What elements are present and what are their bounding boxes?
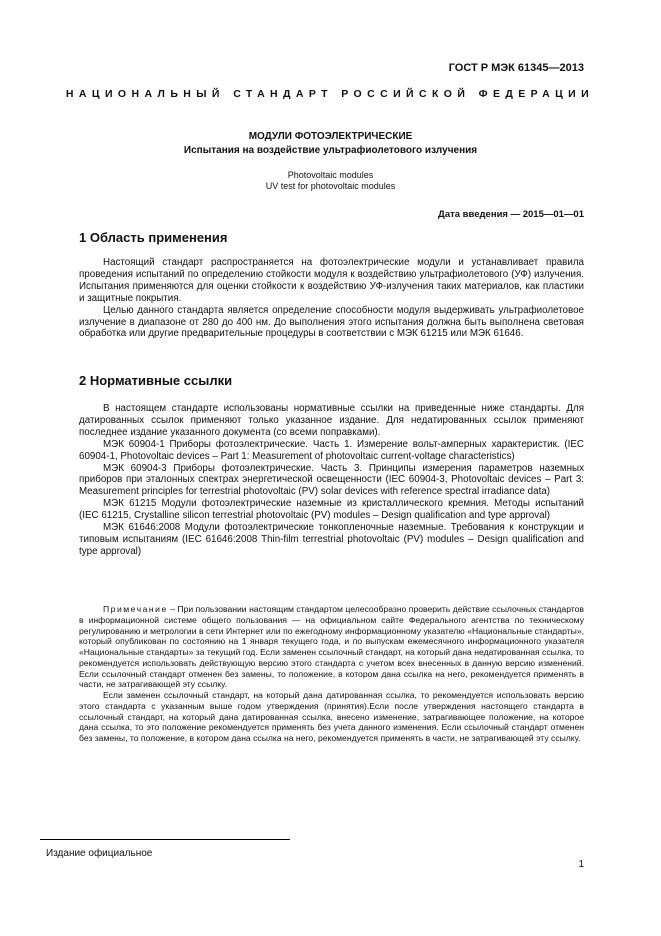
reference-iec-60904-3: МЭК 60904-3 Приборы фотоэлектрические. Часть 3. Принципы измерения параметров наземных приборов при эталонных спектрах энергетической освещенности (IEC 60904-3, Photovoltaic devices – Part 3: Measurement principles for terrestrial photovoltaic (PV) solar devices with reference spectral irradiance data) — [79, 462, 584, 498]
edition-label: Издание официальное — [46, 848, 153, 859]
national-standard-banner: НАЦИОНАЛЬНЫЙ СТАНДАРТ РОССИЙСКОЙ ФЕДЕРАЦИИ — [65, 88, 595, 100]
note-paragraph-1 — [79, 604, 584, 690]
title-main: МОДУЛИ ФОТОЭЛЕКТРИЧЕСКИЕ — [248, 131, 413, 142]
standard-number: ГОСТ Р МЭК 61345—2013 — [448, 62, 584, 74]
note-block — [79, 604, 584, 744]
footer-divider — [40, 839, 290, 840]
title-subtitle: Испытания на воздействие ультрафиолетового излучения — [183, 145, 478, 156]
reference-iec-61215: МЭК 61215 Модули фотоэлектрические наземные из кристаллического кремния. Методы испытаний (IEC 61215, Crystalline silicon terrestrial photovoltaic (PV) modules – Design qualification and type approval) — [79, 498, 584, 522]
title-english-subtitle: UV test for photovoltaic modules — [265, 181, 396, 191]
title-english-main: Photovoltaic modules — [287, 170, 374, 180]
section-1-body — [79, 257, 584, 340]
section-1-paragraph-1: Настоящий стандарт распространяется на фотоэлектрические модули и устанавливает правила проведения испытаний по определению стойкости модуля к воздействию ультрафиолетового (УФ) излучения. Испытания применяются для оценки стойкости к воздействию УФ-излучения таких материалов, как пластики и защитные покрытия. — [79, 257, 584, 304]
section-1-heading: 1 Область применения — [79, 230, 228, 245]
section-2-heading: 2 Нормативные ссылки — [79, 373, 233, 388]
section-2-paragraph-1: В настоящем стандарте использованы нормативные ссылки на приведенные ниже стандарты. Для датированных ссылок применяют только указанное издание. Для недатированных ссылок применяют последнее издание указанного документа (со всеми поправками). — [79, 403, 584, 438]
note-paragraph-2: Если заменен ссылочный стандарт, на который дана датированная ссылка, то рекомендуется использовать версию этого стандарта с указанным выше годом утверждения (принятия).Если после утверждения настоящего стандарта в ссылочный стандарт, на который дана датированная ссылка, внесено изменение, затрагивающее положение, на которое дана ссылка, то это положение рекомендуется применять без учета данного изменения. Если ссылочный стандарт отменен без замены, то положение, в котором дана ссылка на него, рекомендуется применять в части, не затрагивающей эту ссылку. — [79, 690, 584, 743]
section-2-body — [79, 403, 584, 558]
introduction-date: Дата введения — 2015—01—01 — [438, 209, 584, 220]
note-text-1: – При пользовании настоящим стандартом целесообразно проверить действие ссылочных стандартов в информационной системе общего пользования — на официальном сайте Федерального агентства по техническому регулированию и метрологии в сети Интернет или по ежегодному информационному указателю «Национальные стандарты», который опубликован по состоянию на 1 января текущего года, и по выпускам ежемесячного информационного указателя «Национальные стандарты» за текущий год. Если заменен ссылочный стандарт, на который дана недатированная ссылка, то рекомендуется использовать действующую версию этого стандарта с учетом всех внесенных в данную версию изменений. Если ссылочный стандарт отменен без замены, то положение, в котором дана ссылка на него, рекомендуется применять в части, не затрагивающей эту ссылку. — [79, 604, 584, 690]
section-1-paragraph-2: Целью данного стандарта является определение способности модуля выдерживать ультрафиолетовое излучение в диапазоне от 280 до 400 нм. До выполнения этого испытания должна быть выполнена световая обработка или другие предварительные процедуры в соответствии с МЭК 61215 или МЭК 61646. — [79, 304, 584, 340]
reference-iec-60904-1: МЭК 60904-1 Приборы фотоэлектрические. Часть 1. Измерение вольт-амперных характеристик. (IEC 60904-1, Photovoltaic devices – Part 1: Measurement of photovoltaic current-voltage characteristics) — [79, 438, 584, 462]
note-label: Примечание — [103, 604, 168, 614]
page-number: 1 — [578, 859, 584, 870]
reference-iec-61646: МЭК 61646:2008 Модули фотоэлектрические тонкопленочные наземные. Требования к конструкции и типовым испытаниям (IEC 61646:2008 Thin-film terrestrial photovoltaic (PV) modules – Design qualification and type approval) — [79, 522, 584, 557]
